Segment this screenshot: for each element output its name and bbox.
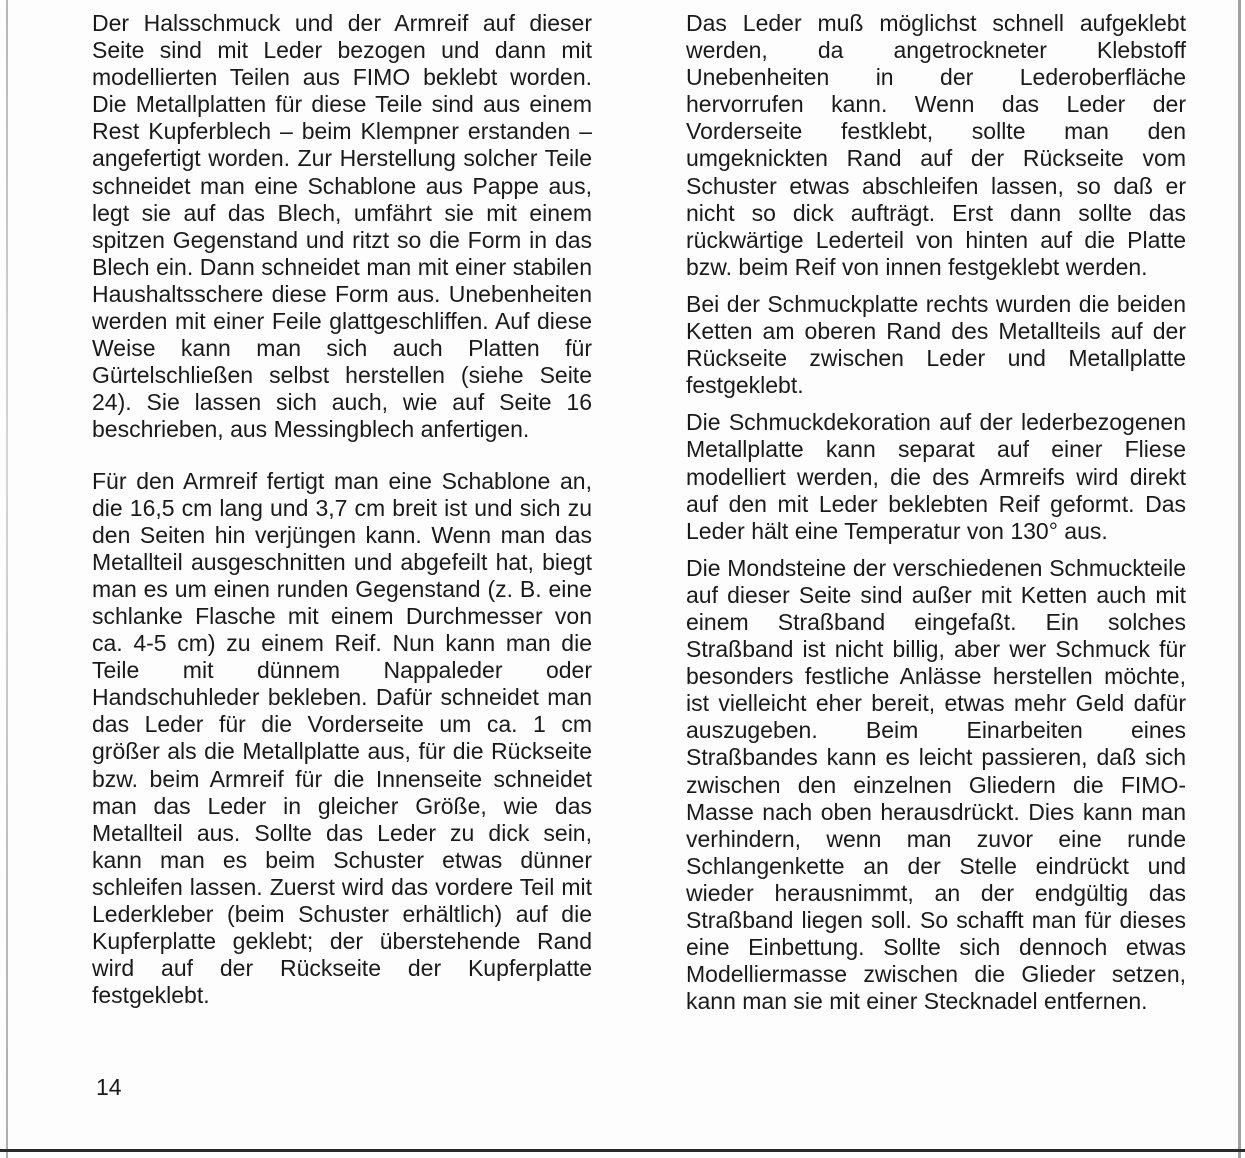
right-paragraph-3: Die Schmuckdekoration auf der lederbezogenen Metallplatte kann separat auf einer Fliese modelliert werden, die des Armreifs wird direkt auf den mit Leder beklebten Reif geformt. Das Leder hält eine Temperatur von 130° aus.	[686, 409, 1186, 544]
page-left-edge-shadow	[6, 0, 8, 1158]
page-bottom-edge-line	[0, 1149, 1245, 1152]
page-right-edge-shadow	[1238, 0, 1241, 1158]
left-paragraph-2: Für den Armreif fertigt man eine Schablone an, die 16,5 cm lang und 3,7 cm breit ist und sich zu den Seiten hin verjüngen kann. Wenn man das Metallteil ausgeschnitten und abgefeilt hat, biegt man es um einen runden Gegenstand (z. B. eine schlanke Flasche mit einem Durchmesser von ca. 4-5 cm) zu einem Reif. Nun kann man die Teile mit dünnem Nappaleder oder Handschuhleder bekleben. Dafür schneidet man das Leder für die Vorderseite um ca. 1 cm größer als die Metallplatte aus, für die Rückseite bzw. beim Armreif für die Innenseite schneidet man das Leder in gleicher Größe, wie das Metallteil aus. Sollte das Leder zu dick sein, kann man es beim Schuster etwas dünner schleifen lassen. Zuerst wird das vordere Teil mit Lederkleber (beim Schuster erhältlich) auf die Kupferplatte geklebt; der überstehende Rand wird auf der Rückseite der Kupferplatte festgeklebt.	[92, 467, 592, 1009]
left-text-column	[92, 10, 592, 1009]
page-number: 14	[96, 1074, 122, 1100]
left-paragraph-1: Der Halsschmuck und der Armreif auf dieser Seite sind mit Leder bezogen und dann mit modellierten Teilen aus FIMO beklebt worden. Die Metallplatten für diese Teile sind aus einem Rest Kupferblech – beim Klempner erstanden – angefertigt worden. Zur Herstellung solcher Teile schneidet man eine Schablone aus Pappe aus, legt sie auf das Blech, umfährt sie mit einem spitzen Gegenstand und ritzt so die Form in das Blech ein. Dann schneidet man mit einer stabilen Haushaltsschere diese Form aus. Unebenheiten werden mit einer Feile glattgeschliffen. Auf diese Weise kann man sich auch Platten für Gürtelschließen selbst herstellen (siehe Seite 24). Sie lassen sich auch, wie auf Seite 16 beschrieben, aus Messingblech anfertigen.	[92, 10, 592, 443]
right-paragraph-1: Das Leder muß möglichst schnell aufgeklebt werden, da angetrockneter Klebstoff Unebenheiten in der Lederoberfläche hervorrufen kann. Wenn das Leder der Vorderseite festklebt, sollte man den umgeknickten Rand auf der Rückseite vom Schuster etwas abschleifen lassen, so daß er nicht so dick aufträgt. Erst dann sollte das rückwärtige Lederteil von hinten auf die Platte bzw. beim Reif von innen festgeklebt werden.	[686, 10, 1186, 280]
right-paragraph-4: Die Mondsteine der verschiedenen Schmuckteile auf dieser Seite sind außer mit Ketten auch mit einem Straßband eingefaßt. Ein solches Straßband ist nicht billig, aber wer Schmuck für besonders festliche Anlässe herstellen möchte, ist vielleicht eher bereit, etwas mehr Geld dafür auszugeben. Beim Einarbeiten eines Straßbandes kann es leicht passieren, daß sich zwischen den einzelnen Gliedern die FIMO-Masse nach oben herausdrückt. Dies kann man verhindern, wenn man zuvor eine runde Schlangenkette an der Stelle eindrückt und wieder herausnimmt, an der endgültig das Straßband liegen soll. So schafft man für dieses eine Einbettung. Sollte sich dennoch etwas Modelliermasse zwischen die Glieder setzen, kann man sie mit einer Stecknadel entfernen.	[686, 554, 1186, 1015]
right-text-column	[686, 10, 1186, 1015]
right-paragraph-2: Bei der Schmuckplatte rechts wurden die beiden Ketten am oberen Rand des Metallteils auf der Rückseite zwischen Leder und Metallplatte festgeklebt.	[686, 290, 1186, 399]
